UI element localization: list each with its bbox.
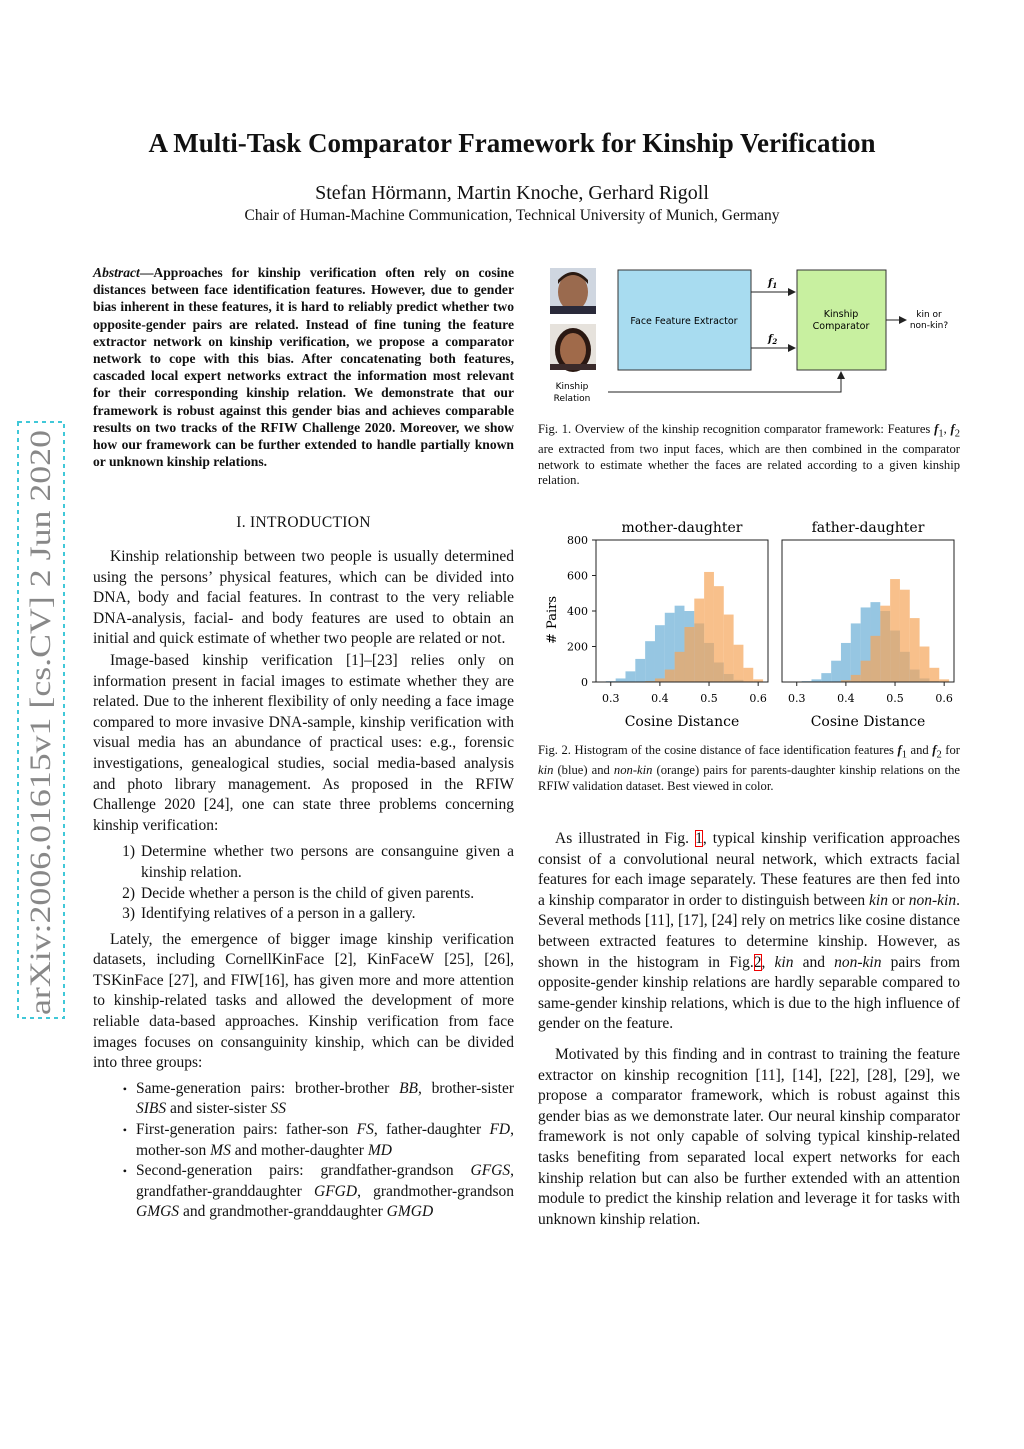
y-tick-label: 400 (567, 605, 588, 618)
histogram-bar-non-kin (870, 636, 880, 682)
x-tick-label: 0.3 (787, 692, 806, 705)
histogram-bar-kin (851, 623, 861, 682)
histogram-bar-non-kin (920, 647, 930, 683)
histogram-bar-non-kin (694, 599, 704, 682)
f1-label: $f_1$ (768, 278, 778, 290)
figure-1-link[interactable]: 1 (695, 830, 703, 847)
list-number: 3) (122, 905, 135, 923)
list-item (93, 842, 514, 883)
list-item (93, 1079, 514, 1120)
arxiv-id-text: arXiv:2006.01615v1 [cs.CV] 2 Jun 2020 (24, 525, 57, 1015)
histogram-bar-kin (616, 678, 626, 682)
figure-1-diagram (538, 262, 968, 412)
y-tick-label: 800 (567, 534, 588, 547)
histogram-bar-non-kin (704, 572, 714, 682)
face-photo-2 (550, 324, 596, 372)
histogram-bar-non-kin (724, 615, 734, 682)
histogram-bar-non-kin (714, 586, 724, 682)
bullet: • (122, 1164, 127, 1179)
y-tick-label: 200 (567, 640, 588, 654)
abstract-lead: Abstract (93, 265, 140, 280)
output-label-1: kin or (916, 310, 942, 320)
intro-paragraph-1: Kinship relationship between two people is usually determined using the persons’ physical features, which can be divided into DNA, body and facial features. In contrast to the very reliable DNA-analysis, facial- and body features are used to obtain an initial and quick estimate of whether two people are related or not. (93, 548, 514, 648)
paper-affiliation: Chair of Human-Machine Communication, Technical University of Munich, Germany (244, 207, 780, 224)
paper-authors: Stefan Hörmann, Martin Knoche, Gerhard Rigoll (315, 182, 709, 204)
right-paragraph-1: As illustrated in Fig. 1, typical kinship verification approaches consist of a convolutional neural network, which extracts facial features for each image separately. These features are then fed into a kinship comparator in order to distinguish between kin or non-kin. Several methods [11], [17], [24] rely on metrics like cosine distance between extracted features to determine kinship. However, as shown in the histogram in Fig.2, kin and non-kin pairs from opposite-gender kinship relations are hardly separable compared to same-gender kinship relations, which is due to the high influence of gender on the feature. (538, 830, 960, 1033)
x-tick-label: 0.6 (749, 692, 767, 705)
face-photo-1 (550, 268, 596, 314)
y-tick-label: 600 (567, 569, 588, 583)
kinship-comparator-box (797, 270, 886, 370)
x-tick-label: 0.4 (837, 692, 855, 705)
bullet: • (122, 1081, 127, 1096)
list-text: Second-generation pairs: grandfather-grandson GFGS, grandfather-granddaughter GFGD, grandmother-grandson GMGS and grandmother-granddaughter GMGD (136, 1162, 514, 1221)
list-text: First-generation pairs: father-son FS, father-daughter FD, mother-son MS and mother-daughter MD (136, 1121, 514, 1159)
kinship-group-list (93, 1079, 514, 1223)
abstract-dash: — (139, 265, 154, 280)
panel-title: mother-daughter (621, 520, 743, 536)
y-axis-label: # Pairs (545, 596, 560, 644)
histogram-bar-non-kin (861, 661, 871, 682)
histogram-bar-non-kin (675, 652, 685, 682)
histogram-panel-father-daughter (782, 520, 954, 730)
histogram-bar-non-kin (900, 590, 910, 682)
section-heading-introduction: I. INTRODUCTION (236, 514, 371, 531)
figure-2-histograms (538, 512, 968, 734)
intro-paragraph-2: Image-based kinship verification [1]–[23] relies only on information present in facial images to estimate whether they are related. Due to the inherent flexibility of only needing a face image compared to more invasive DNA-sample, kinship verification with visual media has an abundance of practical uses: e.g., forensic investigations, genealogical studies, social media-based analysis and photo library management. As proposed in the RFIW Challenge 2020 [24], one can state three problems concerning kinship verification: (93, 651, 514, 834)
list-text: Identifying relatives of a person in a gallery. (141, 905, 416, 923)
panel-title: father-daughter (811, 520, 925, 536)
histogram-bar-non-kin (851, 675, 861, 682)
arxiv-stamp (16, 420, 66, 1020)
relation-label-2: Relation (553, 394, 591, 404)
intro-paragraph-3: Lately, the emergence of bigger image kinship verification datasets, including CornellKinFace [2], KinFaceW [25], [26], TSKinFace [27], and FIW[16], has given more and more attention to kinship-related tasks and allowed the development of more reliable data-based approaches. Kinship verification from face images focuses on consanguinity kinship, which can be divided into three groups: (93, 930, 514, 1072)
x-tick-label: 0.3 (601, 692, 620, 705)
list-number: 2) (122, 884, 135, 902)
x-axis-label: Cosine Distance (624, 714, 740, 730)
paper-title: A Multi-Task Comparator Framework for Kinship Verification (148, 128, 876, 158)
x-tick-label: 0.6 (935, 692, 953, 705)
list-number: 1) (122, 843, 135, 861)
abstract-text: Approaches for kinship verification often rely on cosine distances between face identification features. However, due to gender bias inherent in these features, it is hard to reliably predict whether two opposite-gender pairs are related. Instead of fine tuning the feature extractor network on kinship verification, we propose a comparator network to cope with this bias. After concatenating both features, cascaded local expert networks extract the information most relevant for their corresponding kinship relation. We demonstrate that our framework is robust against this gender bias and achieves comparable results on two tracks of the RFIW Challenge 2020. Moreover, we show how our framework can be further extended to handle partially known or unknown kinship relations. (93, 265, 514, 470)
extractor-label: Face Feature Extractor (630, 316, 738, 327)
x-tick-label: 0.5 (700, 692, 718, 705)
x-tick-label: 0.5 (886, 692, 904, 705)
histogram-bar-non-kin (910, 618, 920, 682)
right-column-body (538, 829, 960, 1230)
histogram-bar-kin (841, 643, 851, 682)
histogram-bar-kin (655, 625, 665, 682)
figure-2-link[interactable]: 2 (753, 953, 762, 971)
histogram-bar-non-kin (734, 645, 744, 682)
comparator-label-1: Kinship (823, 309, 859, 320)
histogram-bar-kin (635, 659, 645, 682)
output-label-2: non-kin? (909, 321, 949, 331)
right-paragraph-2: Motivated by this finding and in contrast to training the feature extractor on kinship recognition [11], [14], [22], [28], [29], we propose a comparator framework, which is robust against this gender bias as we demonstrate later. Our neural kinship comparator framework is not only capable of solving typical kinship-related tasks benefiting from separated local expert networks for each kinship relation but can also be further extended with an attention module to predict the kinship relation and leverage it for tasks with unknown kinship relation. (538, 1045, 960, 1228)
histogram-bar-non-kin (880, 606, 890, 682)
f2-label: $f_2$ (768, 334, 778, 346)
histogram-bar-non-kin (684, 627, 694, 682)
left-column-body (93, 547, 514, 1223)
histogram-bar-non-kin (929, 668, 939, 682)
list-text: Same-generation pairs: brother-brother BB, brother-sister SIBS and sister-sister SS (136, 1079, 514, 1118)
y-tick-label: 0 (581, 676, 588, 689)
bullet: • (122, 1123, 127, 1138)
list-item (93, 1120, 514, 1161)
relation-label-1: Kinship (555, 382, 589, 392)
problem-list (93, 842, 514, 924)
figure-1-caption: Fig. 1. Overview of the kinship recognition comparator framework: Features $f_1$, $f_2$ are extracted from two input faces, which are then combined in the comparator network to estimate whether the faces are related according to a given kinship relation. (538, 422, 960, 488)
comparator-label-2: Comparator (812, 321, 870, 332)
histogram-bar-non-kin (655, 678, 665, 682)
abstract (93, 264, 514, 470)
histogram-bar-non-kin (743, 668, 753, 682)
histogram-bar-kin (645, 641, 655, 682)
histogram-panel-mother-daughter (567, 520, 768, 730)
relation-arrow (608, 372, 841, 392)
list-text: Decide whether a person is the child of given parents. (141, 884, 475, 902)
histogram-bar-non-kin (890, 579, 900, 682)
figure-2-caption: Fig. 2. Histogram of the cosine distance of face identification features $f_1$ and $f_2$ for kin (blue) and non-kin (orange) pairs for parents-daughter kinship relations on the RFIW validation dataset. Best viewed in color. (538, 743, 960, 793)
histogram-bar-non-kin (665, 670, 675, 682)
list-text: Determine whether two persons are consanguine given a kinship relation. (141, 843, 514, 881)
histogram-bar-kin (831, 661, 841, 682)
x-axis-label: Cosine Distance (810, 714, 926, 730)
histogram-bar-kin (625, 671, 635, 682)
histogram-bar-kin (821, 673, 831, 682)
list-item (93, 904, 514, 925)
list-item (93, 1161, 514, 1223)
list-item (93, 884, 514, 905)
x-tick-label: 0.4 (651, 692, 669, 705)
